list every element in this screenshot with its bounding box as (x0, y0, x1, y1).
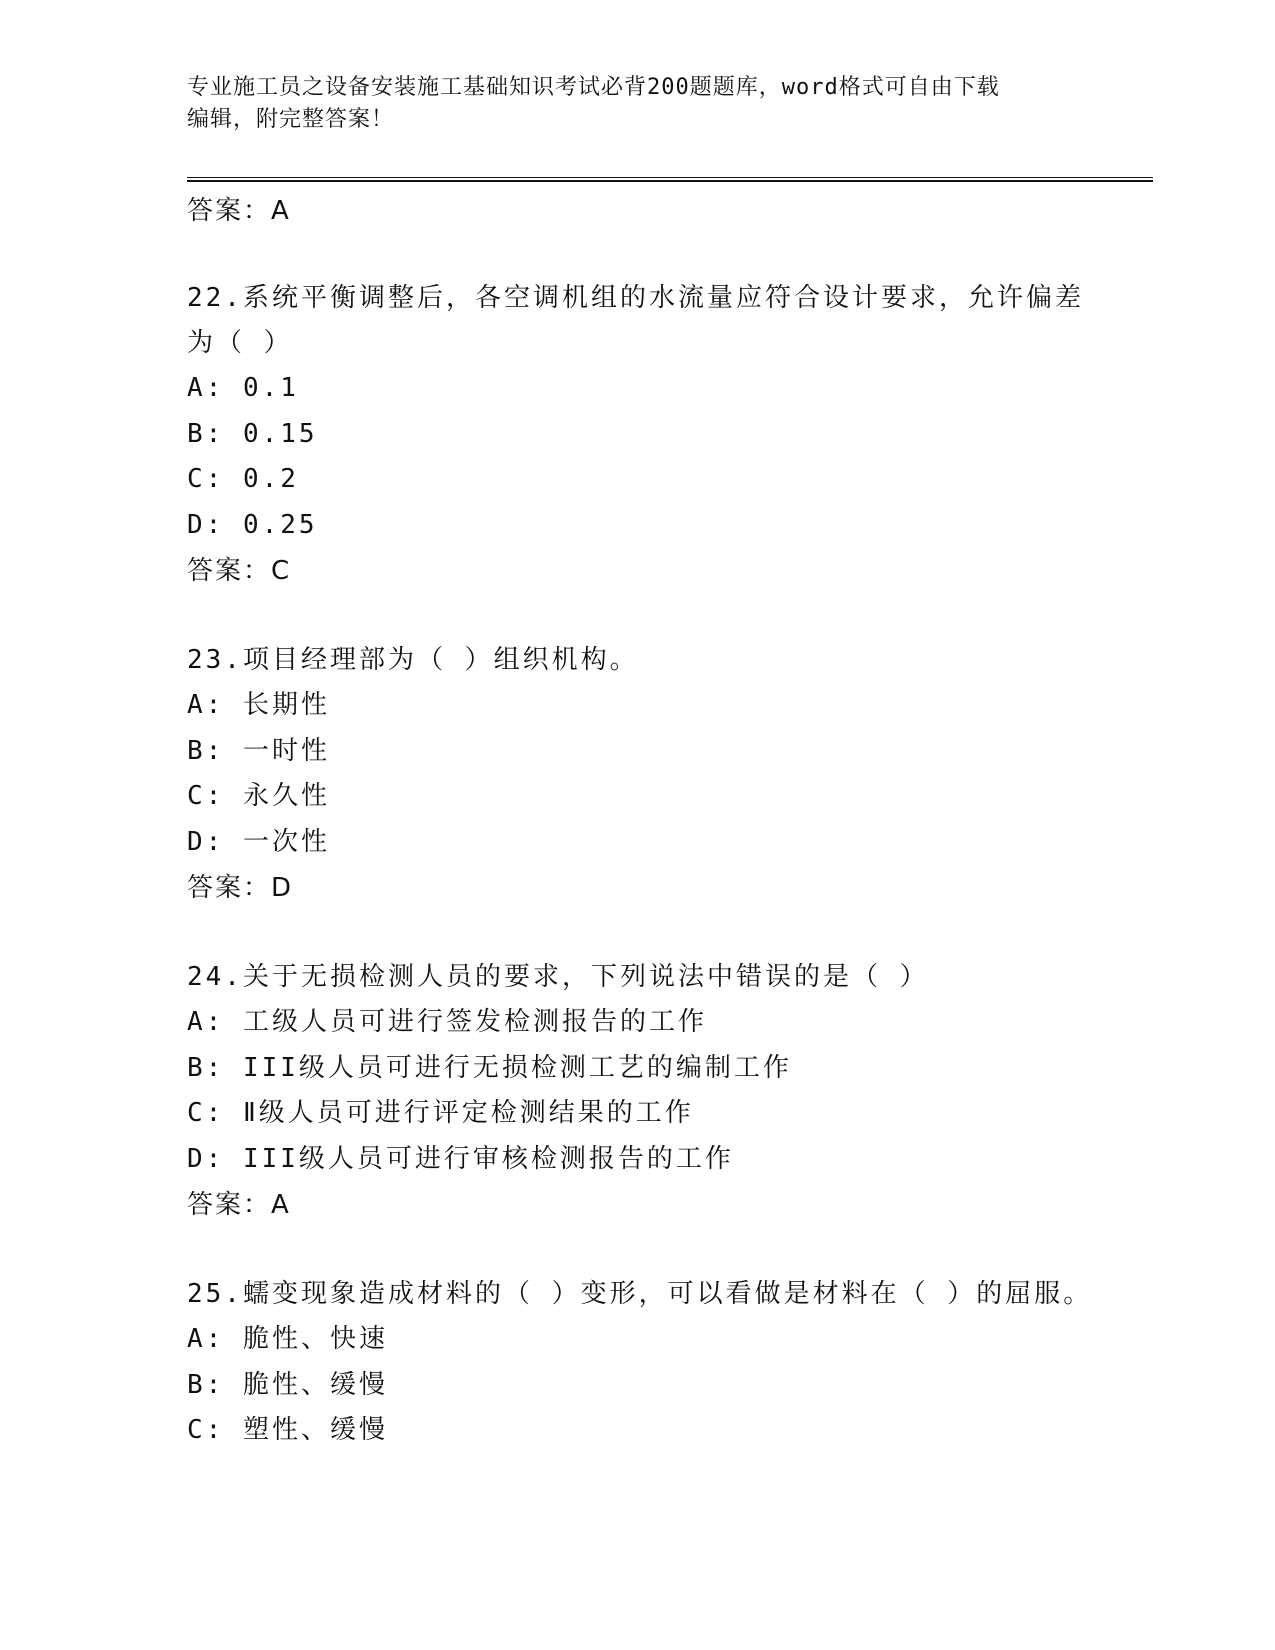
question-text: 22.系统平衡调整后，各空调机组的水流量应符合设计要求，允许偏差 (187, 283, 1084, 313)
header-divider (187, 177, 1153, 182)
option-b: B: 脆性、缓慢 (187, 1369, 388, 1400)
option-d: D: III级人员可进行审核检测报告的工作 (187, 1143, 734, 1174)
option-d: D: 一次性 (187, 826, 330, 857)
document-header (187, 72, 1067, 136)
question-22 (187, 276, 1127, 594)
header-title-line-1: 专业施工员之设备安装施工基础知识考试必背200题题库，word格式可自由下载 (187, 75, 1000, 100)
answer-line: 答案：A (187, 1190, 291, 1220)
option-b: B: III级人员可进行无损检测工艺的编制工作 (187, 1052, 792, 1083)
question-text-continued: 为（ ） (187, 328, 293, 358)
question-24 (187, 955, 1127, 1228)
option-a: A: 长期性 (187, 690, 330, 720)
option-a: A: 工级人员可进行签发检测报告的工作 (187, 1007, 707, 1037)
option-c: C: 塑性、缓慢 (187, 1415, 388, 1445)
option-c: C: 永久性 (187, 781, 330, 811)
answer-line: 答案：A (187, 196, 291, 226)
question-23 (187, 638, 1127, 911)
option-b: B: 0.15 (187, 418, 318, 449)
answer-line: 答案：D (187, 873, 294, 903)
header-title-line-2: 编辑，附完整答案！ (187, 107, 395, 132)
option-d: D: 0.25 (187, 509, 318, 540)
option-a: A: 0.1 (187, 373, 299, 403)
option-a: A: 脆性、快速 (187, 1324, 388, 1354)
question-text: 24.关于无损检测人员的要求，下列说法中错误的是（ ） (187, 962, 929, 992)
option-b: B: 一时性 (187, 735, 330, 766)
question-list (187, 188, 1127, 1454)
option-c: C: Ⅱ级人员可进行评定检测结果的工作 (187, 1098, 694, 1128)
option-c: C: 0.2 (187, 464, 299, 494)
question-25 (187, 1272, 1127, 1454)
question-text: 23.项目经理部为（ ）组织机构。 (187, 645, 639, 675)
question-text: 25.蠕变现象造成材料的（ ）变形，可以看做是材料在（ ）的屈服。 (187, 1279, 1093, 1309)
answer-line: 答案：C (187, 556, 292, 586)
